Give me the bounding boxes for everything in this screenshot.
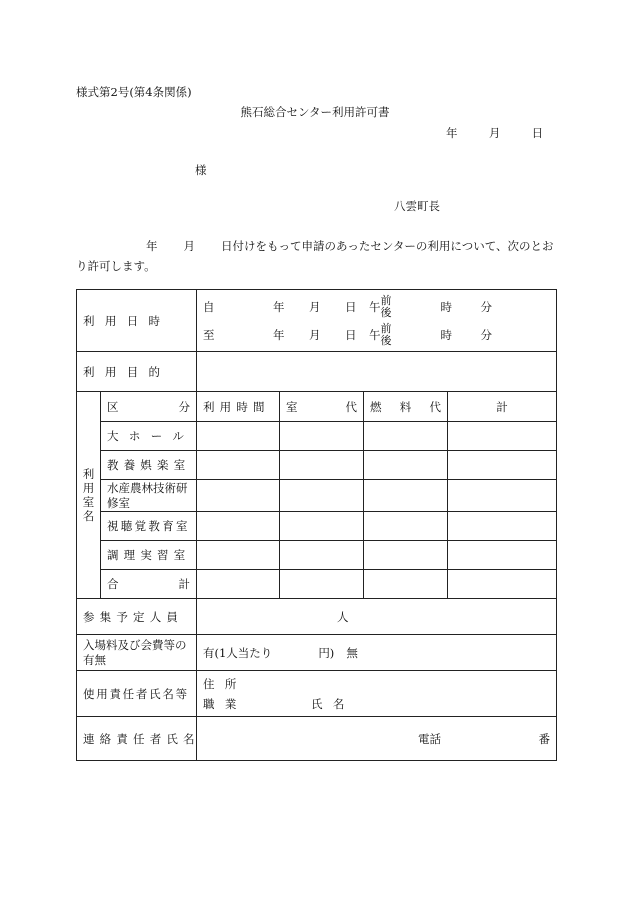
col-header-fuel-fee: 燃 料 代 — [364, 392, 448, 422]
fee-yen: 円) — [318, 645, 335, 660]
fee-cell — [197, 635, 557, 671]
subtotal-cell — [197, 570, 280, 599]
to-pm: 後 — [380, 333, 392, 347]
room-cell — [280, 541, 364, 570]
from-month: 月 — [309, 299, 321, 314]
subtotal-cell — [280, 570, 364, 599]
body-sentence: 日付けをもって申請のあったセンターの利用について、次のとおり許可します。 — [76, 239, 554, 273]
form-number: 様式第2号(第4条関係) — [76, 85, 192, 99]
contact-label: 連絡責任者氏名 — [77, 717, 197, 761]
subtotal-cell — [448, 570, 557, 599]
from-am: 前 — [380, 293, 392, 307]
room-cell — [197, 512, 280, 541]
to-label: 至 — [203, 327, 215, 342]
fee-row — [77, 635, 557, 671]
room-row — [77, 451, 557, 480]
address-label: 住所 — [203, 676, 247, 691]
room-name-cooking: 調理実習室 — [101, 541, 197, 570]
room-cell — [448, 541, 557, 570]
rooms-label-4: 名 — [82, 509, 95, 523]
datetime-row — [77, 290, 557, 352]
issuer-name: 八雲町長 — [394, 199, 440, 213]
recipient-honorific: 様 — [195, 163, 207, 177]
room-cell — [364, 451, 448, 480]
permit-table — [76, 289, 557, 761]
contact-cell — [197, 717, 557, 761]
manager-cell — [197, 671, 557, 717]
datetime-label: 利用日時 — [77, 290, 197, 352]
from-year: 年 — [273, 299, 285, 314]
room-cell — [364, 512, 448, 541]
room-cell — [364, 480, 448, 512]
to-year: 年 — [273, 327, 285, 342]
phone-line — [203, 732, 550, 746]
from-ampm — [381, 295, 441, 319]
contact-row — [77, 717, 557, 761]
attendees-unit: 人 — [197, 599, 557, 635]
to-ampm — [381, 323, 441, 347]
room-cell — [280, 422, 364, 451]
col-header-total: 計 — [448, 392, 557, 422]
room-cell — [197, 451, 280, 480]
room-cell — [448, 451, 557, 480]
from-day: 日 — [345, 299, 357, 314]
to-month: 月 — [309, 327, 321, 342]
rooms-label-3: 室 — [82, 495, 95, 509]
purpose-value — [197, 352, 557, 392]
from-pm: 後 — [380, 305, 392, 319]
to-am: 前 — [380, 321, 392, 335]
room-name-culture: 教養娯楽室 — [101, 451, 197, 480]
purpose-label: 利用目的 — [77, 352, 197, 392]
col-header-usage-time: 利用時間 — [197, 392, 280, 422]
body-month: 月 — [183, 239, 195, 253]
body-text — [76, 236, 556, 276]
rooms-label-1: 利 — [82, 467, 95, 481]
manager-label: 使用責任者氏名等 — [77, 671, 197, 717]
issue-date — [446, 125, 543, 141]
room-name-hall: 大ホール — [101, 422, 197, 451]
purpose-row — [77, 352, 557, 392]
room-name-fisheries: 水産農林技術研修室 — [101, 480, 197, 512]
subtotal-label: 合 計 — [101, 570, 197, 599]
room-cell — [280, 512, 364, 541]
col-header-room-fee: 室 代 — [280, 392, 364, 422]
room-cell — [448, 480, 557, 512]
room-cell — [197, 541, 280, 570]
datetime-to — [203, 321, 550, 349]
date-month: 月 — [488, 126, 501, 140]
room-row — [77, 512, 557, 541]
from-ampm-prefix: 午 — [369, 299, 381, 314]
number-label: 番 — [538, 731, 550, 746]
from-label: 自 — [203, 299, 215, 314]
fee-no: 無 — [346, 645, 358, 660]
subtotal-cell — [364, 570, 448, 599]
subtotal-row — [77, 570, 557, 599]
rooms-header-row — [77, 392, 557, 422]
phone-label: 電話 — [418, 731, 441, 746]
to-ampm-prefix: 午 — [369, 327, 381, 342]
room-cell — [197, 480, 280, 512]
room-cell — [448, 422, 557, 451]
room-row — [77, 541, 557, 570]
attendees-label: 参集予定人員 — [77, 599, 197, 635]
to-day: 日 — [345, 327, 357, 342]
attendees-row — [77, 599, 557, 635]
document-title: 熊石総合センター利用許可書 — [240, 105, 390, 119]
date-year: 年 — [446, 126, 458, 140]
date-day: 日 — [531, 126, 544, 140]
to-hour: 時 — [440, 327, 452, 342]
occupation-label: 職業 — [203, 696, 247, 711]
fee-label: 入場料及び会費等の有無 — [77, 635, 197, 671]
room-row — [77, 422, 557, 451]
room-cell — [280, 451, 364, 480]
body-year: 年 — [146, 239, 158, 253]
manager-row — [77, 671, 557, 717]
room-name-audiovisual: 視聴覚教育室 — [101, 512, 197, 541]
from-minute: 分 — [480, 299, 492, 314]
datetime-from — [203, 293, 550, 321]
room-cell — [197, 422, 280, 451]
from-hour: 時 — [440, 299, 452, 314]
fee-yes: 有(1人当たり — [203, 645, 273, 660]
datetime-cell — [197, 290, 557, 352]
room-cell — [364, 422, 448, 451]
col-header-division: 区 分 — [101, 392, 197, 422]
room-cell — [364, 541, 448, 570]
occupation-name-line — [203, 694, 550, 714]
to-minute: 分 — [480, 327, 492, 342]
rooms-section-label — [77, 392, 101, 599]
room-cell — [448, 512, 557, 541]
room-cell — [280, 480, 364, 512]
name-label: 氏名 — [311, 696, 355, 711]
room-row — [77, 480, 557, 512]
rooms-label-2: 用 — [82, 481, 95, 495]
